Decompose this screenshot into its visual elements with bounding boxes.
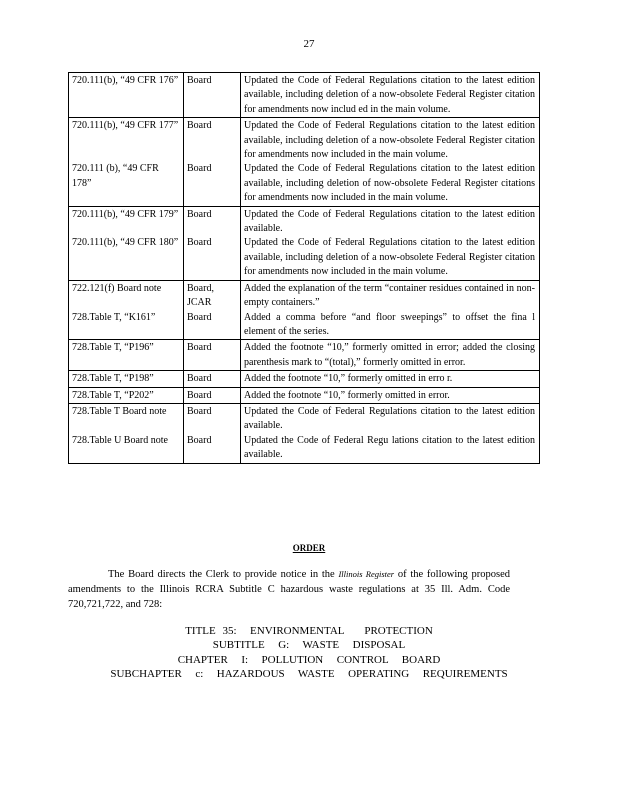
section-cell: 720.111(b), “49 CFR 177” [69,118,184,163]
source-cell: Board [184,236,241,280]
order-paragraph: The Board directs the Clerk to provide notice in the Illinois Register of the following proposed amendments to the Illinois RCRA Subtitle C hazardous waste regulations at 35 Ill. Adm. Code 720,721,722, and 728: [68,569,510,610]
section-cell: 720.111(b), “49 CFR 179” [69,206,184,236]
table-row [69,371,540,387]
description-cell: Added the explanation of the term “container residues contained in non-empty containers.” [241,280,540,310]
subtitle-heading: SUBTITLE G: WASTE DISPOSAL [212,639,406,652]
table-row [69,206,540,236]
description-cell: Added the footnote “10,” formerly omitted in error; added the closing parenthesis mark to “(total),” formerly omitted in error. [241,340,540,371]
source-cell: Board [184,311,241,340]
source-cell: Board [184,403,241,433]
description-cell: Updated the Code of Federal Regulations citation to the latest edition available. [241,403,540,433]
source-cell: Board [184,434,241,463]
section-cell: 722.121(f) Board note [69,280,184,310]
section-cell: 728.Table T, “P196” [69,340,184,371]
section-cell: 728.Table T Board note [69,403,184,433]
section-cell: 728.Table T, “P202” [69,387,184,403]
table-row [69,340,540,371]
page-number: 27 [303,38,315,50]
section-cell: 720.111(b), “49 CFR 180” [69,236,184,280]
table-row [69,118,540,163]
table-row [69,403,540,433]
source-cell: Board [184,387,241,403]
source-cell: Board [184,340,241,371]
description-cell: Updated the Code of Federal Regulations citation to the latest edition available, including deletion of now-obsolete Federal Register citations for amendments now included in the main volume. [241,162,540,206]
table-row [69,162,540,206]
source-cell: Board [184,371,241,387]
description-cell: Updated the Code of Federal Regulations citation to the latest edition available, including deletion of a now-obsolete Federal Register citation for amendments now includ ed in the main volume. [241,73,540,118]
table-row [69,434,540,463]
description-cell: Updated the Code of Federal Regulations citation to the latest edition available, including deletion of a now-obsolete Federal Register citation for amendments now included in the main volume. [241,118,540,163]
source-cell: Board [184,162,241,206]
section-cell: 728.Table U Board note [69,434,184,463]
source-cell: Board [184,118,241,163]
table-row [69,236,540,280]
source-cell: Board, JCAR [184,280,241,310]
description-cell: Updated the Code of Federal Regulations citation to the latest edition available, including deletion of a now-obsolete Federal Register citation for amendments now included in the main volume. [241,236,540,280]
order-heading: ORDER [292,543,326,553]
section-cell: 728.Table T, “K161” [69,311,184,340]
source-cell: Board [184,206,241,236]
description-cell: Added a comma before “and floor sweepings” to offset the fina l element of the series. [241,311,540,340]
description-cell: Added the footnote “10,” formerly omitted in error. [241,387,540,403]
section-cell: 720.111 (b), “49 CFR 178” [69,162,184,206]
source-cell: Board [184,73,241,118]
amendments-table [68,72,540,464]
description-cell: Updated the Code of Federal Regulations citation to the latest edition available. [241,206,540,236]
amendments-table-body [69,73,540,464]
title-heading: TITLE 35: ENVIRONMENTAL PROTECTION [185,625,433,637]
section-cell: 720.111(b), “49 CFR 176” [69,73,184,118]
section-cell: 728.Table T, “P198” [69,371,184,387]
chapter-heading: CHAPTER I: POLLUTION CONTROL BOARD [177,653,441,666]
description-cell: Added the footnote “10,” formerly omitted in erro r. [241,371,540,387]
table-row [69,280,540,310]
regulation-headings [0,624,618,682]
description-cell: Updated the Code of Federal Regu lations citation to the latest edition available. [241,434,540,463]
table-row [69,311,540,340]
table-row [69,387,540,403]
subchapter-heading: SUBCHAPTER c: HAZARDOUS WASTE OPERATING REQUIREMENTS [110,668,508,681]
table-row [69,73,540,118]
